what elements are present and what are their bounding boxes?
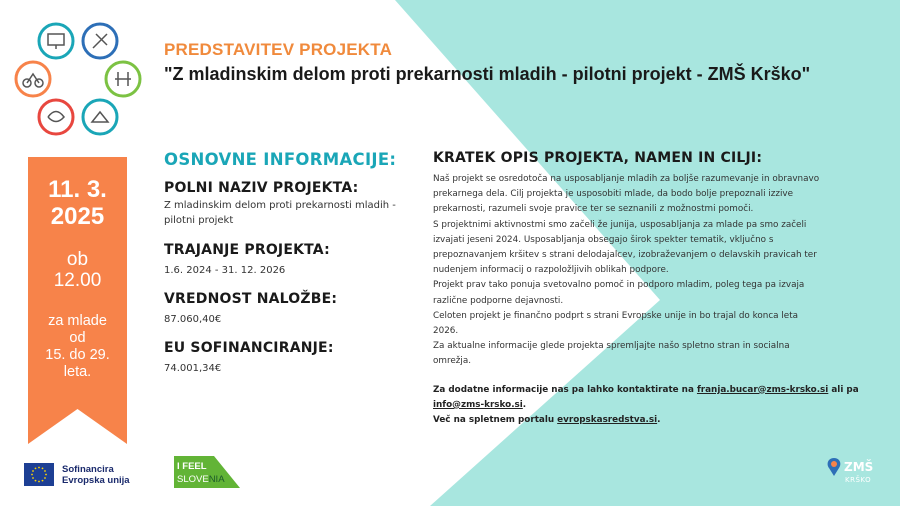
project-title: "Z mladinskim delom proti prekarnosti mladih - pilotni projekt - ZMŠ Krško" (164, 64, 811, 84)
event-date: 11. 3. 2025 (48, 176, 107, 230)
portal-link[interactable]: evropskasredstva.si (557, 415, 658, 426)
email-link-franja[interactable]: franja.bucar@zms-krsko.si (696, 384, 829, 395)
svg-text:KRŠKO: KRŠKO (845, 476, 872, 484)
event-audience: za mlade od 15. do 29. leta. (45, 313, 110, 380)
zms-krsko-logo (824, 454, 880, 488)
full-name-label: POLNI NAZIV PROJEKTA: (164, 180, 359, 196)
basic-info-section (164, 150, 414, 376)
event-ob: ob (66, 249, 89, 270)
investment-label: VREDNOST NALOŽBE: (164, 291, 338, 307)
email-link-info[interactable]: info@zms-krsko.si (433, 399, 523, 410)
svg-text:I FEEL: I FEEL (177, 461, 207, 472)
basic-info-heading: OSNOVNE INFORMACIJE: (164, 150, 397, 169)
description-heading: KRATEK OPIS PROJEKTA, NAMEN IN CILJI: (433, 150, 763, 166)
duration-label: TRAJANJE PROJEKTA: (164, 242, 330, 258)
investment-value: 87.060,40€ (164, 314, 222, 325)
eu-cofinanced-label: Sofinancira Evropska unija (62, 464, 130, 486)
svg-text:SLOVENIA: SLOVENIA (177, 474, 225, 485)
eu-cofinancing-value: 74.001,34€ (164, 363, 222, 374)
date-ribbon-text (28, 157, 127, 381)
description-section (433, 150, 865, 428)
section-kicker: PREDSTAVITEV PROJEKTA (164, 40, 393, 59)
eu-flag-icon (24, 463, 54, 486)
duration-value: 1.6. 2024 - 31. 12. 2026 (164, 265, 286, 276)
project-wheel-logo (8, 14, 148, 144)
full-name-value: Z mladinskim delom proti prekarnosti mladih - pilotni projekt (164, 200, 396, 226)
eu-cofinancing-label: EU SOFINANCIRANJE: (164, 340, 334, 356)
contact-info: Za dodatne informacije nas pa lahko kontaktirate na franja.bucar@zms-krsko.si ali pa info@zms-krsko.si. Več na spletnem portalu evropskasredstva.si. (433, 384, 859, 426)
svg-text:ZMŠ: ZMŠ (844, 460, 874, 474)
description-body: Naš projekt se osredotoča na usposabljanje mladih za boljše razumevanje in obravnavo prekarnega dela. Cilj projekta je usposobiti mlade, da bodo bolje prepoznali izzive prekarnosti, razumeli svoje pravice ter se seznanili z možnostmi pomoči. S projektnimi aktivnostmi smo začeli že junija, usposabljanja za mlade pa smo začeli izvajati jeseni 2024. Usposabljanja obsegajo širok spekter tematik, vključno s prepoznavanjem kršitev s strani delodajalcev, izobraževanjem o delavskih pravicah ter nudenjem informacij o razpoložljivih oblikah podpore. Projekt prav tako ponuja svetovalno pomoč in podporo mladim, poleg tega pa izvaja različne podporne dejavnosti. Celoten projekt je finančno podprt s strani Evropske unije in bo trajal do konca leta 2026. Za aktualne informacije glede projekta spremljajte našo spletno stran in socialna omrežja. (433, 174, 820, 367)
event-time: 12.00 (53, 270, 102, 291)
i-feel-slovenia-logo (174, 456, 240, 488)
